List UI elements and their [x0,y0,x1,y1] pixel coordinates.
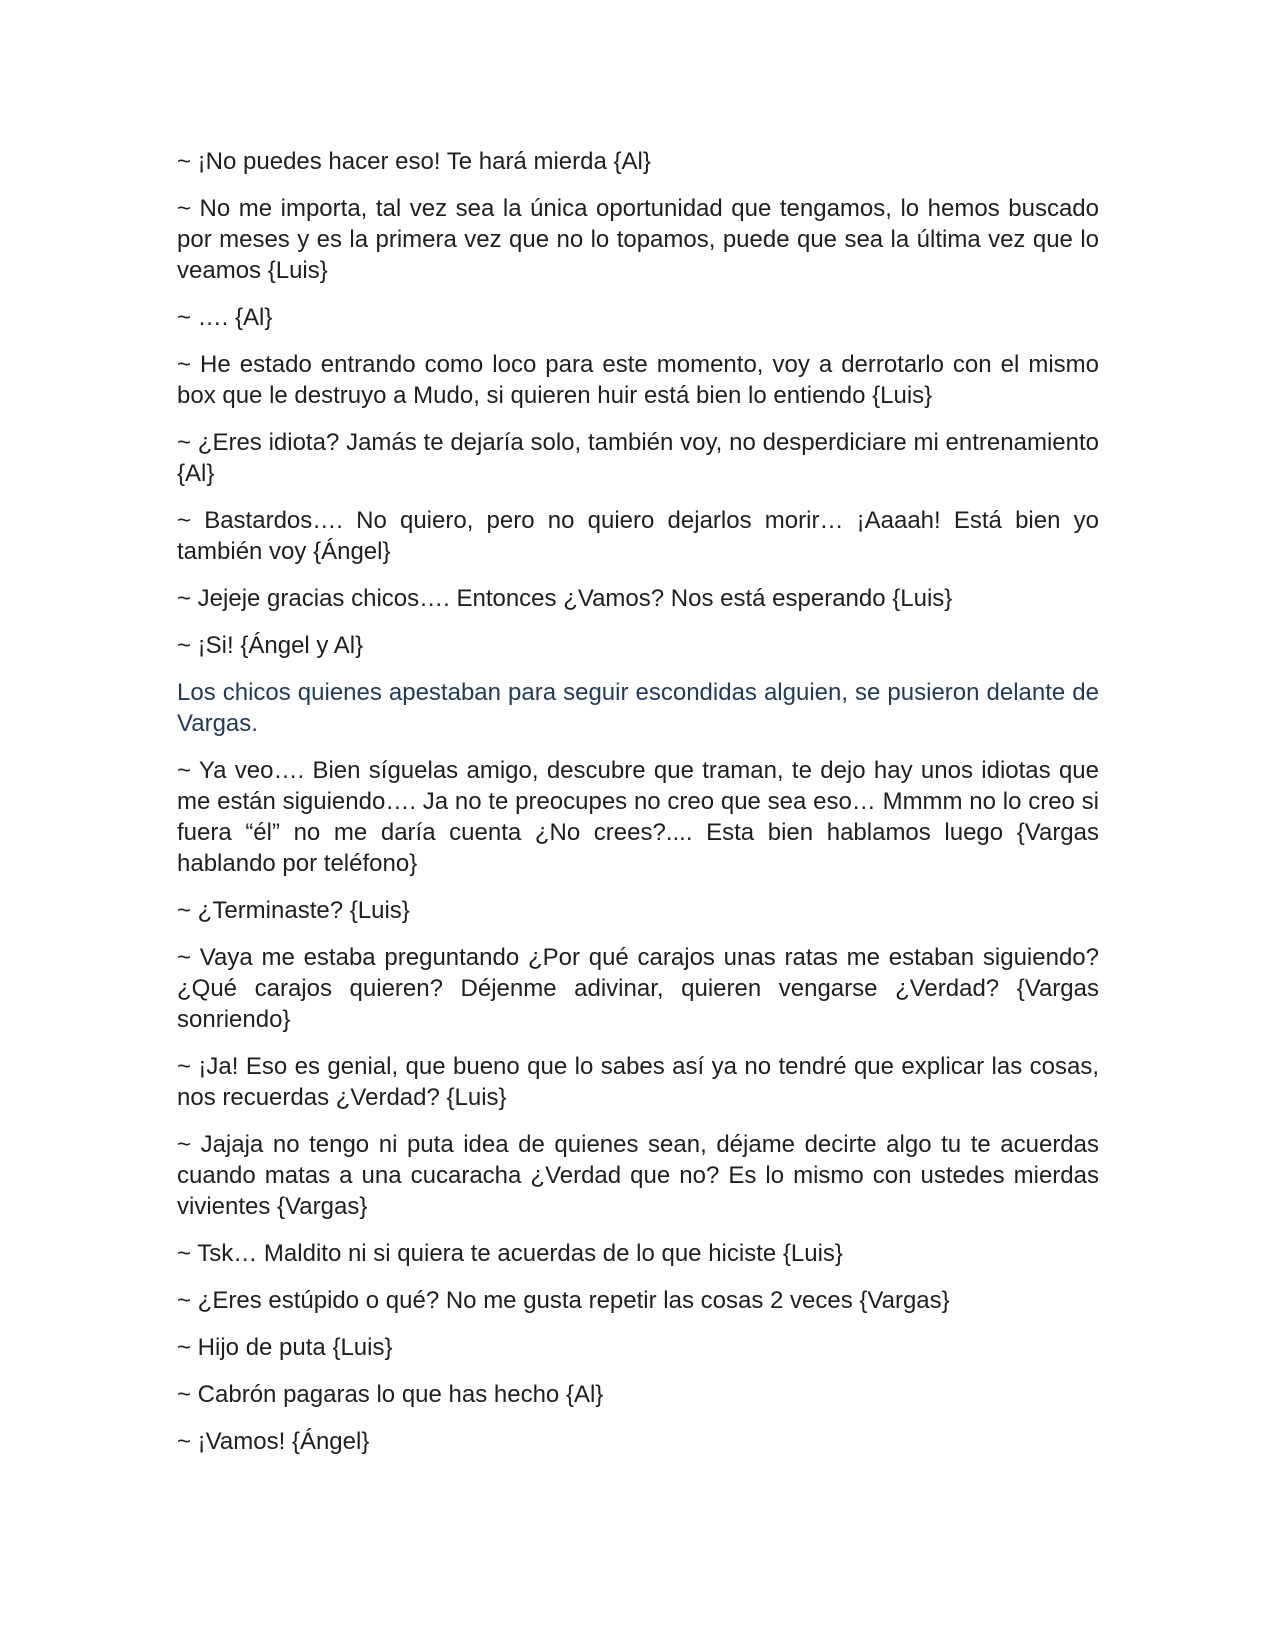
document-body [177,146,1099,1473]
dialogue-paragraph: ~ Jejeje gracias chicos…. Entonces ¿Vamos? Nos está esperando {Luis} [177,585,953,612]
dialogue-paragraph: ~ ¡Vamos! {Ángel} [177,1428,370,1455]
dialogue-paragraph: ~ Cabrón pagaras lo que has hecho {Al} [177,1381,604,1408]
dialogue-paragraph: ~ Ya veo…. Bien síguelas amigo, descubre que traman, te dejo hay unos idiotas que me están siguiendo…. Ja no te preocupes no creo que sea eso… Mmmm no lo creo si fuera “él” no me daría cuenta ¿No crees?.... Esta bien hablamos luego {Vargas hablando por teléfono} [177,757,1099,877]
narration-paragraph: Los chicos quienes apestaban para seguir escondidas alguien, se pusieron delante de Vargas. [177,679,1099,737]
dialogue-paragraph: ~ ¿Eres estúpido o qué? No me gusta repetir las cosas 2 veces {Vargas} [177,1287,950,1314]
dialogue-paragraph: ~ ¡Si! {Ángel y Al} [177,632,364,659]
dialogue-paragraph: ~ ¡Ja! Eso es genial, que bueno que lo sabes así ya no tendré que explicar las cosas, nos recuerdas ¿Verdad? {Luis} [177,1053,1099,1111]
dialogue-paragraph: ~ Bastardos…. No quiero, pero no quiero dejarlos morir… ¡Aaaah! Está bien yo también voy {Ángel} [177,507,1099,565]
dialogue-paragraph: ~ Jajaja no tengo ni puta idea de quienes sean, déjame decirte algo tu te acuerdas cuando matas a una cucaracha ¿Verdad que no? Es lo mismo con ustedes mierdas vivientes {Vargas} [177,1131,1099,1220]
dialogue-paragraph: ~ No me importa, tal vez sea la única oportunidad que tengamos, lo hemos buscado por meses y es la primera vez que no lo topamos, puede que sea la última vez que lo veamos {Luis} [177,195,1099,284]
dialogue-paragraph: ~ …. {Al} [177,304,273,331]
dialogue-paragraph: ~ ¡No puedes hacer eso! Te hará mierda {Al} [177,148,651,175]
dialogue-paragraph: ~ Hijo de puta {Luis} [177,1334,393,1361]
dialogue-paragraph: ~ ¿Eres idiota? Jamás te dejaría solo, también voy, no desperdiciare mi entrenamiento {Al} [177,429,1099,487]
dialogue-paragraph: ~ He estado entrando como loco para este momento, voy a derrotarlo con el mismo box que le destruyo a Mudo, si quieren huir está bien lo entiendo {Luis} [177,351,1099,409]
dialogue-paragraph: ~ Tsk… Maldito ni si quiera te acuerdas de lo que hiciste {Luis} [177,1240,843,1267]
dialogue-paragraph: ~ Vaya me estaba preguntando ¿Por qué carajos unas ratas me estaban siguiendo? ¿Qué carajos quieren? Déjenme adivinar, quieren vengarse ¿Verdad? {Vargas sonriendo} [177,944,1099,1033]
dialogue-paragraph: ~ ¿Terminaste? {Luis} [177,897,410,924]
